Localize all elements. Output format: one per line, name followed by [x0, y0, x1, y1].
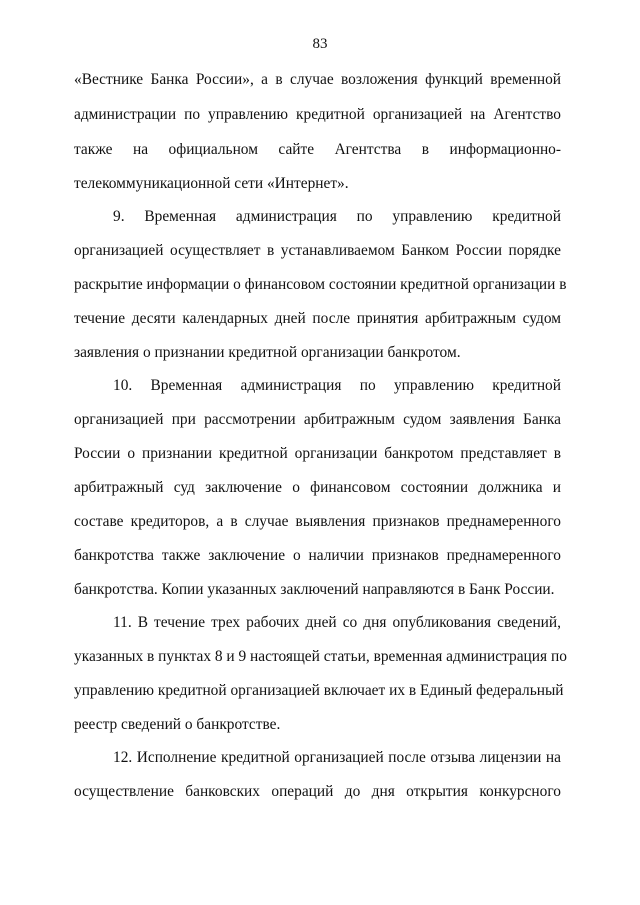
- paragraph-12-first-line: 12. Исполнение кредитной организацией после отзыва лицензии на: [113, 749, 561, 766]
- text-line: указанных в пунктах 8 и 9 настоящей статьи, временная администрация по: [74, 648, 567, 665]
- paragraph-10-first-line: 10. Временная администрация по управлению кредитной: [113, 377, 561, 394]
- text-line: раскрытие информации о финансовом состоянии кредитной организации в: [74, 276, 567, 293]
- text-line: реестр сведений о банкротстве.: [74, 716, 281, 733]
- text-line: организацией осуществляет в устанавливаемом Банком России порядке: [74, 242, 561, 259]
- text-line: осуществление банковских операций до дня открытия конкурсного: [74, 783, 561, 800]
- text-line: «Вестнике Банка России», а в случае возложения функций временной: [74, 71, 561, 88]
- text-line: банкротства. Копии указанных заключений направляются в Банк России.: [74, 581, 555, 598]
- text-line: составе кредиторов, а в случае выявления признаков преднамеренного: [74, 513, 561, 530]
- text-line: администрации по управлению кредитной организацией на Агентство: [74, 106, 561, 123]
- text-line: управлению кредитной организацией включает их в Единый федеральный: [74, 682, 564, 699]
- text-line: России о признании кредитной организации банкротом представляет в: [74, 445, 561, 462]
- text-line: организацией при рассмотрении арбитражным судом заявления Банка: [74, 411, 561, 428]
- text-line: телекоммуникационной сети «Интернет».: [74, 175, 349, 192]
- paragraph-11-first-line: 11. В течение трех рабочих дней со дня опубликования сведений,: [113, 614, 561, 631]
- page-number: 83: [312, 36, 328, 52]
- paragraph-9-first-line: 9. Временная администрация по управлению кредитной: [113, 208, 561, 225]
- text-line: течение десяти календарных дней после принятия арбитражным судом: [74, 310, 561, 327]
- text-line: также на официальном сайте Агентства в информационно-: [74, 141, 561, 158]
- text-line: заявления о признании кредитной организации банкротом.: [74, 344, 461, 361]
- text-line: банкротства также заключение о наличии признаков преднамеренного: [74, 547, 561, 564]
- text-line: арбитражный суд заключение о финансовом состоянии должника и: [74, 479, 561, 496]
